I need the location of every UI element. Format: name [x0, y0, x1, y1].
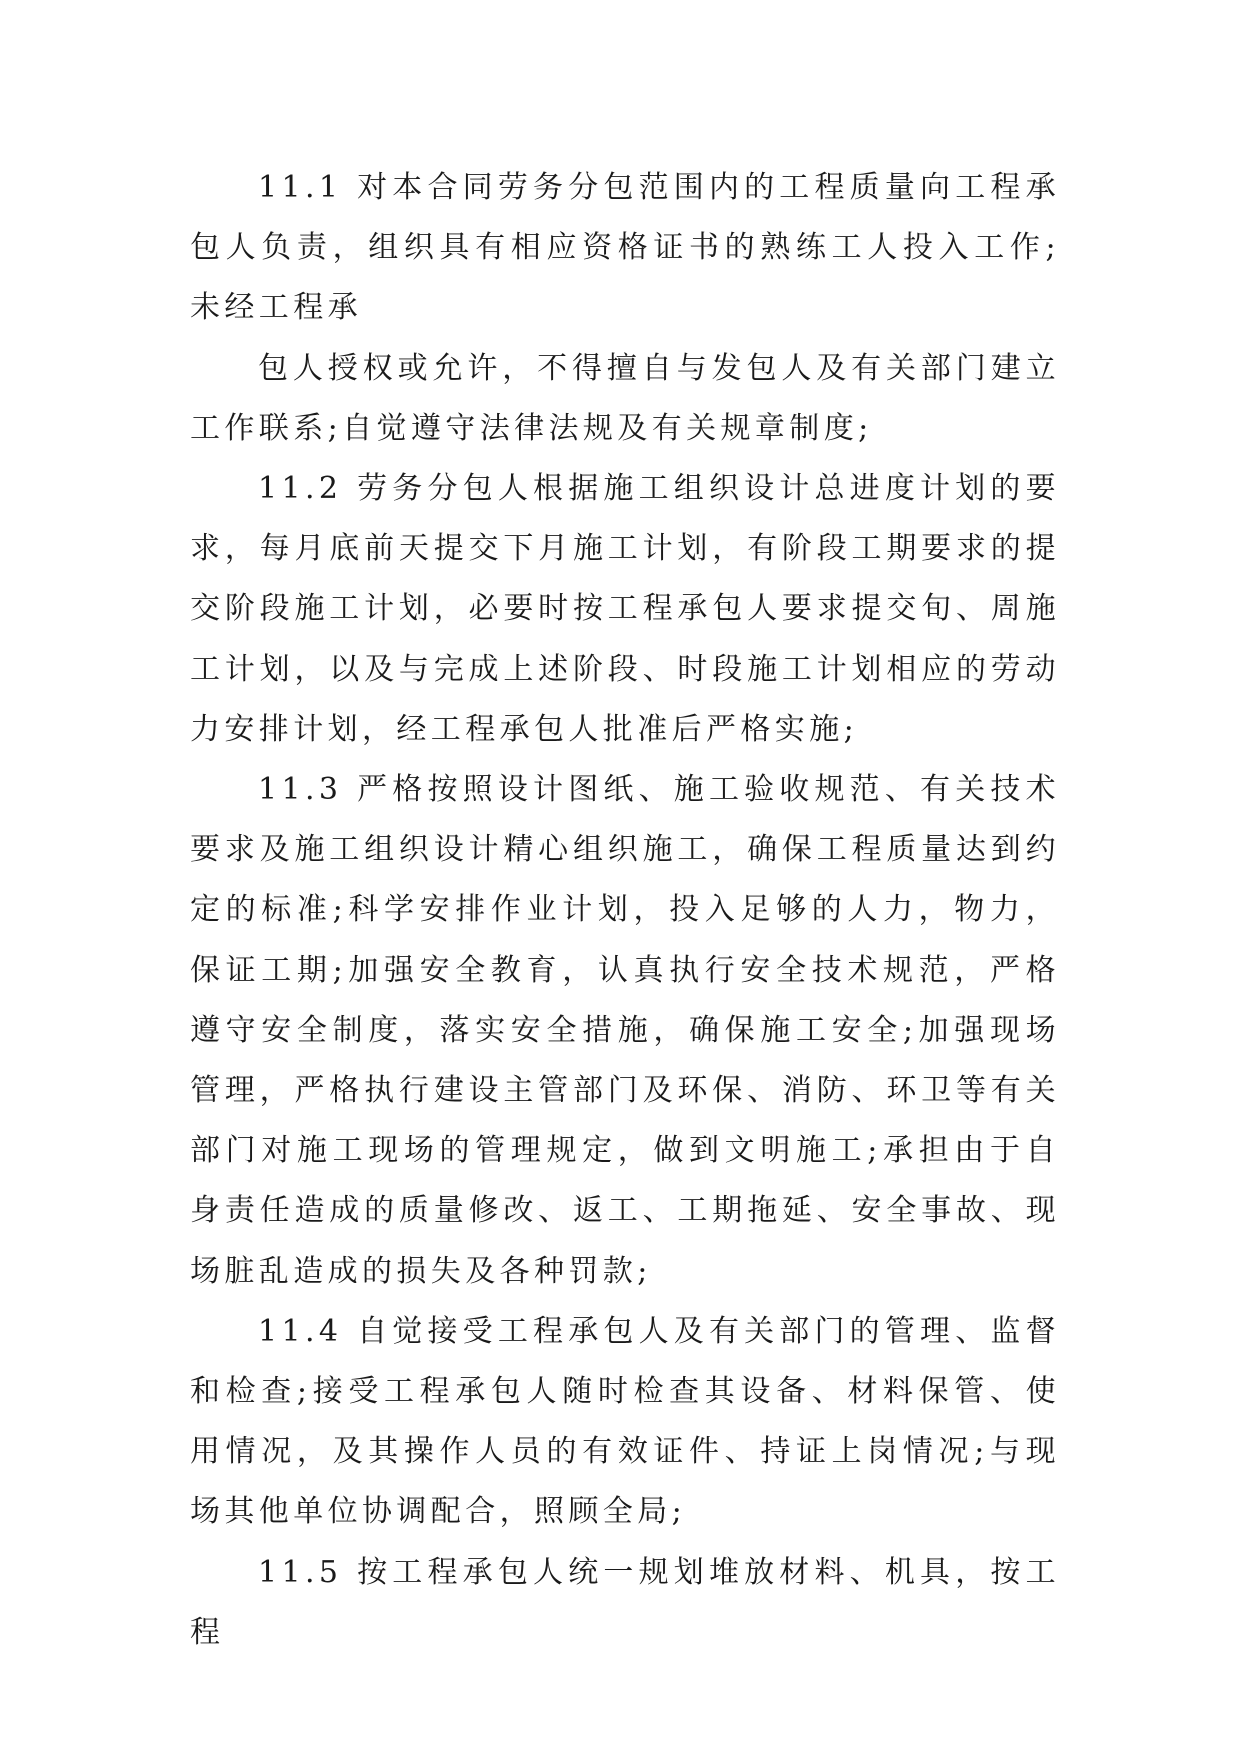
paragraph-11-3: 11.3 严格按照设计图纸、施工验收规范、有关技术要求及施工组织设计精心组织施工，确保工程质量达到约定的标准;科学安排作业计划，投入足够的人力，物力，保证工期;加强安全教育，认真执行安全技术规范，严格遵守安全制度，落实安全措施，确保施工安全;加强现场管理，严格执行建设主管部门及环保、消防、环卫等有关部门对施工现场的管理规定，做到文明施工;承担由于自身责任造成的质量修改、返工、工期拖延、安全事故、现场脏乱造成的损失及各种罚款;: [190, 772, 1060, 1289]
paragraph-11-1-continued: 包人授权或允许，不得擅自与发包人及有关部门建立工作联系;自觉遵守法律法规及有关规章制度;: [190, 350, 1060, 446]
paragraph-11-1: 11.1 对本合同劳务分包范围内的工程质量向工程承包人负责，组织具有相应资格证书的熟练工人投入工作;未经工程承: [190, 170, 1060, 326]
paragraph-11-2: 11.2 劳务分包人根据施工组织设计总进度计划的要求，每月底前天提交下月施工计划，有阶段工期要求的提交阶段施工计划，必要时按工程承包人要求提交旬、周施工计划，以及与完成上述阶段、时段施工计划相应的劳动力安排计划，经工程承包人批准后严格实施;: [190, 471, 1060, 747]
paragraph-11-5: 11.5 按工程承包人统一规划堆放材料、机具，按工程: [190, 1554, 1060, 1650]
document-body: [190, 158, 1060, 1663]
paragraph-11-4: 11.4 自觉接受工程承包人及有关部门的管理、监督和检查;接受工程承包人随时检查其设备、材料保管、使用情况，及其操作人员的有效证件、持证上岗情况;与现场其他单位协调配合，照顾全局;: [190, 1313, 1060, 1530]
